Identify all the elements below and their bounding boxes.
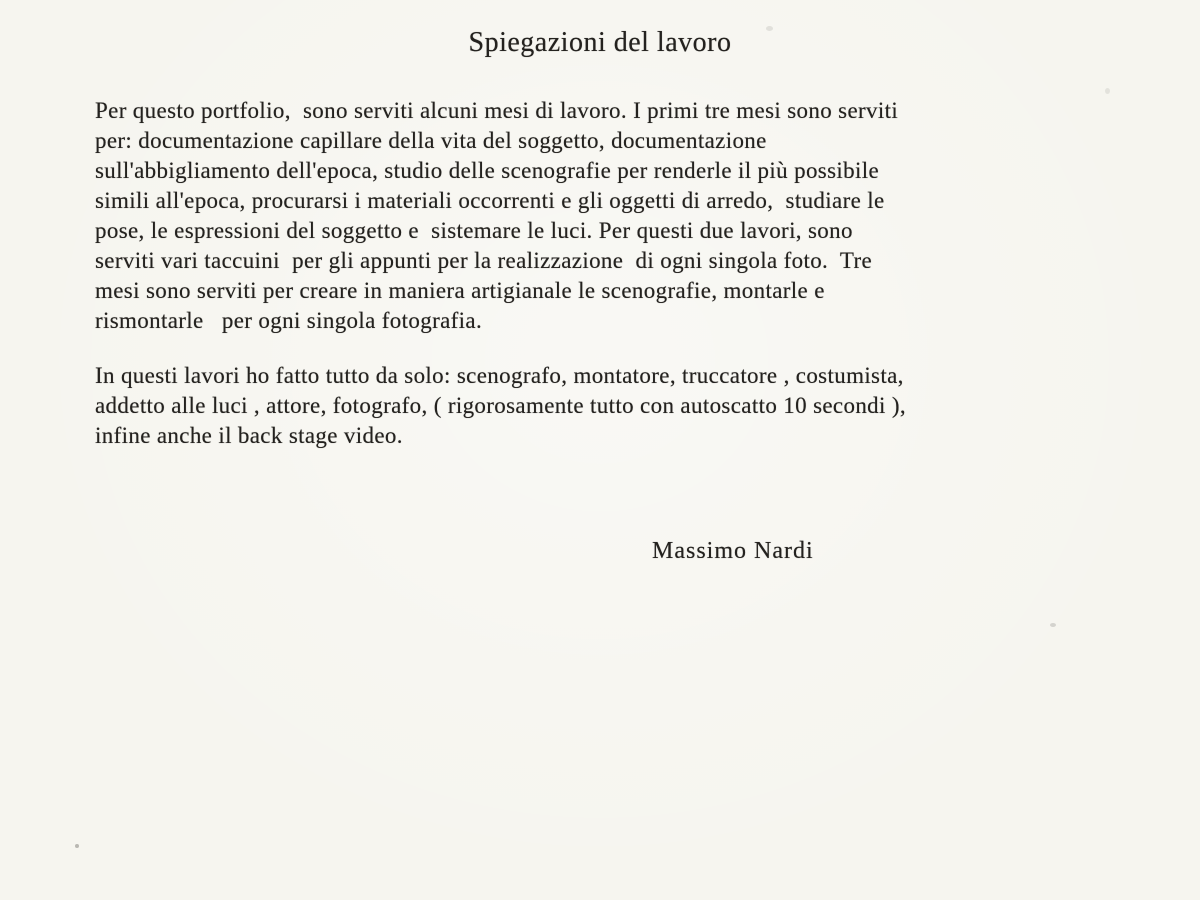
scan-speck — [75, 844, 79, 848]
paragraph-1-line: Per questo portfolio, sono serviti alcuni mesi di lavoro. I primi tre mesi sono serviti — [95, 98, 899, 123]
paragraph-1 — [95, 96, 898, 336]
paragraph-2-line: In questi lavori ho fatto tutto da solo: scenografo, montatore, truccatore , costumista, — [95, 363, 904, 388]
signature-name: Massimo Nardi — [652, 538, 814, 564]
paragraph-2-line: addetto alle luci , attore, fotografo, ( rigorosamente tutto con autoscatto 10 secondi ), — [95, 393, 906, 418]
paragraph-1-line: pose, le espressioni del soggetto e sistemare le luci. Per questi due lavori, sono — [95, 218, 853, 243]
paragraph-2 — [95, 361, 906, 451]
paragraph-1-line: per: documentazione capillare della vita del soggetto, documentazione — [95, 128, 767, 153]
paragraph-1-line: sull'abbigliamento dell'epoca, studio delle scenografie per renderle il più possibile — [95, 158, 880, 183]
paragraph-1-line: mesi sono serviti per creare in maniera artigianale le scenografie, montarle e — [95, 278, 825, 303]
scan-speck — [1050, 623, 1056, 627]
paragraph-2-line: infine anche il back stage video. — [95, 423, 403, 448]
scan-speck — [1105, 88, 1110, 94]
paragraph-1-line: serviti vari taccuini per gli appunti per la realizzazione di ogni singola foto. Tre — [95, 248, 873, 273]
document-title: Spiegazioni del lavoro — [468, 27, 732, 58]
scan-speck — [766, 26, 773, 31]
paragraph-1-line: rismontarle per ogni singola fotografia. — [95, 308, 483, 333]
paragraph-1-line: simili all'epoca, procurarsi i materiali occorrenti e gli oggetti di arredo, studiare le — [95, 188, 885, 213]
